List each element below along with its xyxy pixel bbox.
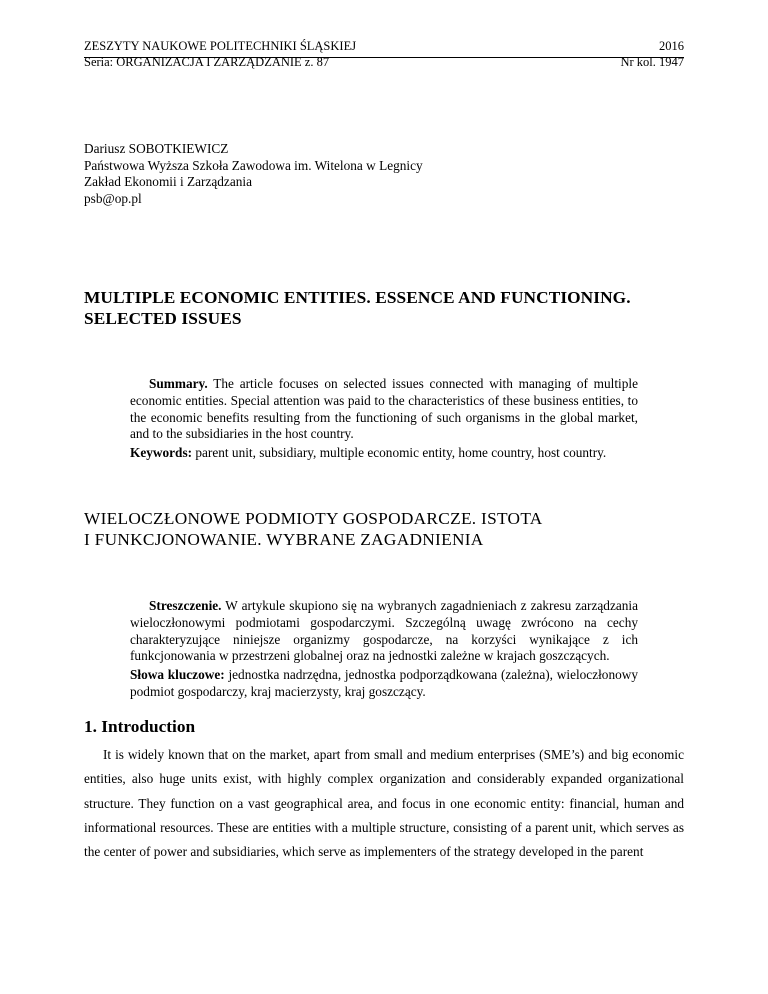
author-block <box>84 141 423 207</box>
author-name: Dariusz SOBOTKIEWICZ <box>84 141 229 156</box>
polish-title <box>84 508 704 550</box>
streszczenie-text: W artykule skupiono się na wybranych zagadnieniach z zakresu zarządzania wieloczłonowymi podmiotami gospodarczymi. Szczególną uwagę zwrócono na cechy charakteryzujące niniejsze organizmy gospodarcze, na korzyści wynikające z ich funkcjonowania w przestrzeni globalnej oraz na jednostki zależne w krajach goszczących. <box>130 598 638 664</box>
streszczenie-label: Streszczenie. <box>149 598 222 613</box>
journal-name: ZESZYTY NAUKOWE POLITECHNIKI ŚLĄSKIEJ <box>84 39 357 53</box>
keywords-text: parent unit, subsidiary, multiple economic entity, home country, host country. <box>192 445 607 461</box>
summary-text: The article focuses on selected issues connected with managing of multiple economic entities. Special attention was paid to the characteristics of these business entities, to the economic benefits resulting from the functioning of such organisms in the global market, and to the subsidiaries in the host country. <box>130 376 638 442</box>
english-summary <box>130 376 638 443</box>
introduction-paragraph: It is widely known that on the market, apart from small and medium enterprises (SME’s) and big economic entities, also huge units exist, with highly complex organization and considerably expanded organizational structure. They function on a vast geographical area, and focus in one economic entity: financial, human and informational resources. These are entities with a multiple structure, consisting of a parent unit, which serves as the center of power and subsidiaries, which serve as implementers of the strategy developed in the parent <box>84 747 684 860</box>
summary-label: Summary. <box>149 376 208 391</box>
english-title <box>84 287 704 329</box>
header-row-1 <box>84 38 684 54</box>
author-department: Zakład Ekonomii i Zarządzania <box>84 174 252 190</box>
author-email: psb@op.pl <box>84 190 142 206</box>
author-institution: Państwowa Wyższa Szkoła Zawodowa im. Witelona w Legnicy <box>84 157 423 173</box>
english-abstract <box>130 376 638 462</box>
journal-header <box>84 38 684 70</box>
keywords-label: Keywords: <box>130 445 193 461</box>
polish-title-line-1: WIELOCZŁONOWE PODMIOTY GOSPODARCZE. ISTOTA <box>84 509 543 528</box>
english-keywords <box>130 445 638 462</box>
journal-series: Seria: ORGANIZACJA I ZARZĄDZANIE z. 87 <box>84 55 330 69</box>
header-divider <box>84 57 684 58</box>
polish-abstract <box>130 598 638 701</box>
polish-title-line-2: I FUNKCJONOWANIE. WYBRANE ZAGADNIENIA <box>84 530 484 549</box>
polish-summary <box>130 598 638 665</box>
journal-year: 2016 <box>659 39 684 53</box>
introduction-body <box>84 743 684 864</box>
english-title-line-2: SELECTED ISSUES <box>84 309 242 328</box>
english-title-line-1: MULTIPLE ECONOMIC ENTITIES. ESSENCE AND FUNCTIONING. <box>84 288 631 307</box>
polish-keywords <box>130 667 638 701</box>
journal-issue: Nr kol. 1947 <box>620 55 684 69</box>
slowa-kluczowe-label: Słowa kluczowe: <box>130 667 225 683</box>
section-heading: 1. Introduction <box>84 717 196 736</box>
slowa-kluczowe-text: jednostka nadrzędna, jednostka podporządkowana (zależna), wieloczłonowy podmiot gospodarczy, kraj macierzysty, kraj goszczący. <box>130 667 639 699</box>
